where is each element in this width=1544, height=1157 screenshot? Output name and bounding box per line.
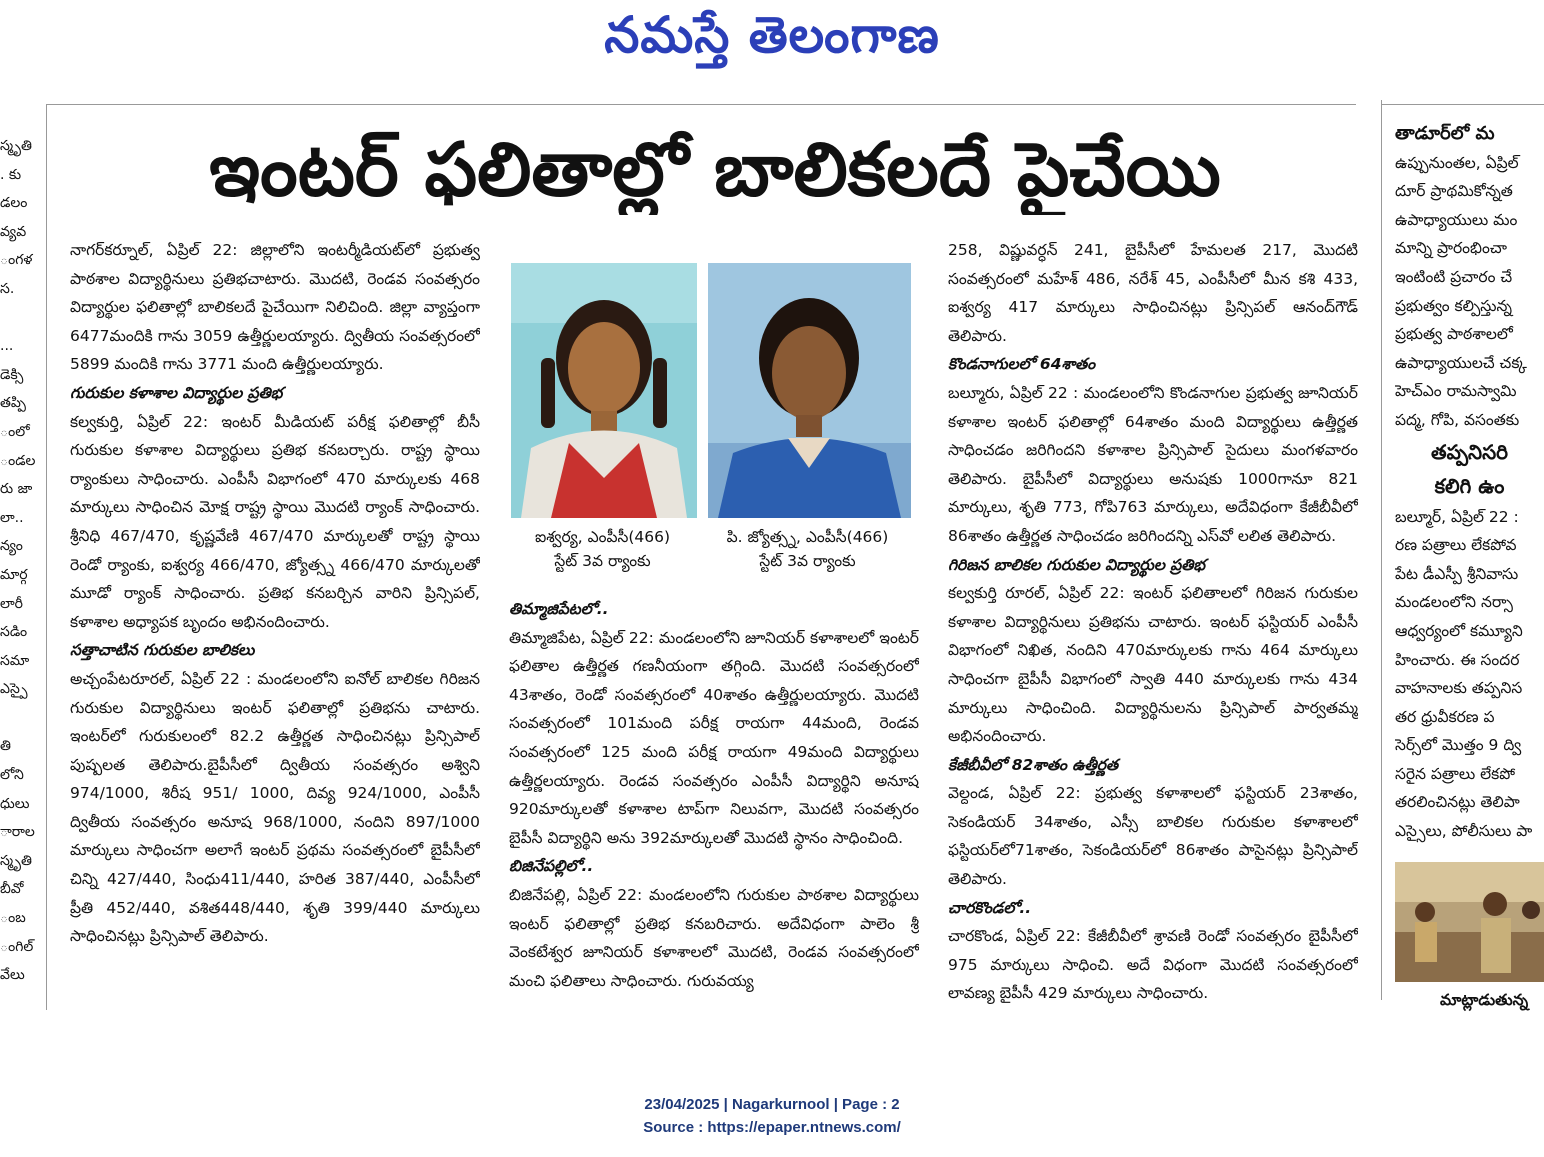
paragraph-continued: 258, విష్ణువర్ధన్ 241, బైపీసీలో హేమలత 217, మొదటి సంవత్సరంలో మహేశ్ 486, నరేశ్ 45, ఎంపీసీలో మీన కశి 433, ఐశ్వర్య 417 మార్కులు సాధించినట్లు ప్రిన్సిపల్ ఆనంద్‌గౌడ్ తెలిపారు. — [948, 241, 1358, 345]
left-edge-line: తప్పి — [0, 395, 26, 412]
left-edge-line — [0, 304, 46, 333]
subheading-kondanagula: కొండనాగులలో 64శాతం — [948, 355, 1096, 374]
left-edge-line: మార్గ — [0, 566, 28, 583]
subheading-gurukula-girls: సత్తాచాటిన గురుకుల బాలికలు — [70, 641, 255, 660]
right-edge-line: మాన్ని ప్రారంభించా — [1395, 239, 1507, 258]
right-edge-line: పేట డీఎస్పీ శ్రీనివాసు — [1395, 564, 1519, 583]
masthead-title: నమస్తే తెలంగాణ — [604, 6, 940, 64]
right-edge-line: పద్మ, గోపి, వసంతకు — [1395, 410, 1520, 429]
left-edge-line: లా.. — [0, 509, 24, 526]
left-edge-line: వ్యవ — [0, 223, 27, 240]
photo-police-speaking — [1395, 862, 1544, 982]
right-subheading-2b: కలిగి ఉం — [1434, 473, 1505, 498]
right-top-rule — [1381, 104, 1544, 105]
right-subheading-1: తాడూర్‌లో మ — [1395, 123, 1495, 144]
left-edge-line — [0, 704, 46, 733]
right-edge-line: ఉపాధ్యాయులు మం — [1395, 210, 1518, 229]
right-edge-line: మండలంలోని నర్సా — [1395, 593, 1513, 612]
left-edge-line: బీవో — [0, 881, 24, 898]
left-edge-line: ఎస్పై — [0, 681, 28, 698]
right-edge-line: హించారు. ఈ సందర — [1395, 650, 1520, 669]
right-edge-line: ఉపాధ్యాయులచే చక్క — [1395, 353, 1527, 372]
caption-aishwarya — [500, 525, 705, 573]
right-edge-line: సరైన పత్రాలు లేకపో — [1395, 764, 1515, 783]
left-edge-line: ... — [0, 338, 14, 355]
caption-jyothsna-line1: పి. జ్యోత్స్న, ఎంపీసీ(466) — [726, 528, 889, 546]
right-edge-column — [1395, 120, 1544, 860]
left-edge-line: తి — [0, 738, 11, 755]
paragraph-achampet: అచ్చంపేటరూరల్, ఏప్రిల్ 22 : మండలంలోని ఐనోల్ బాలికల గిరిజన గురుకుల విద్యార్థినులు ఇంటర్ ఫలితాల్లో ప్రతిభను చాటారు. ఇంటర్‌లో గురుకులంలో 82.2 ఉత్తీర్ణత సాధించినట్లు ప్రిన్సిపాల్ పుష్పలత తెలిపారు.బైపీసీలో ద్వితీయ సంవత్సరం అశ్విని 974/1000, శిరీష 951/ 1000, దివ్య 924/1000, ఎంపీసీ ద్వితీయ సంవత్సరం అనూష 968/1000, నందిని 897/1000 మార్కులు సాధించగా అలాగే ఇంటర్ ప్రథమ సంవత్సరంలో బైపీసీలో చిన్ని 427/440, సింధు411/440, హరిత 387/440, ఎంపీసీలో ప్రీతి 452/440, వశిత448/440, శృతి 399/440 మార్కులు సాధించినట్లు ప్రిన్సిపాల్ తెలిపారు. — [70, 669, 480, 946]
left-edge-line: ారాల — [0, 824, 35, 841]
right-edge-line: ఎస్సైలు, పోలీసులు పా — [1395, 822, 1533, 841]
paragraph-charakonda: చారకొండ, ఏప్రిల్ 22: కేజీబీవీలో శ్రావణి రెండో సంవత్సరం బైపీసీలో 975 మార్కులు సాధించి. అదే విధంగా మొదటి సంవత్సరంలో లావణ్య బైపీసీ 429 మార్కులు సాధించారు. — [948, 927, 1358, 1003]
right-subheading-2a: తప్పనిసరి — [1431, 439, 1508, 464]
article-intro: నాగర్‌కర్నూల్, ఏప్రిల్ 22: జిల్లాలోని ఇంటర్మీడియట్‌లో ప్రభుత్వ పాఠశాల విద్యార్థినులు ప్రతిభచాటారు. మొదటి, రెండవ సంవత్సరం విద్యార్థుల ఫలితాల్లో బాలికలదే పైచేయిగా నిలిచింది. జిల్లా వ్యాప్తంగా 6477మందికి గాను 3059 ఉత్తీర్ణులయ్యారు. ద్వితీయ సంవత్సరంలో 5899 మందికి గాను 3771 మంది ఉత్తీర్ణులయ్యారు. — [70, 241, 480, 374]
paragraph-thimmajipet: తిమ్మాజిపేట, ఏప్రిల్ 22: మండలంలోని జూనియర్ కళాశాలలో ఇంటర్ ఫలితాల ఉత్తీర్ణత గణనీయంగా తగ్గింది. మొదటి సంవత్సరంలో 43శాతం, రెండో సంవత్సరంలో 40శాతం ఉత్తీర్ణులయ్యారు. మొదటి సంవత్సరంలో 101మంది పరీక్ష రాయగా 44మంది, రెండవ సంవత్సరంలో 125 మంది పరీక్ష రాయగా 49మంది విద్యార్థులు ఉత్తీర్ణలయ్యారు. రెండవ సంవత్సరం ఎంపీసీ విద్యార్థిని అనూష 920మార్కులతో కళాశాల టాప్‌గా నిలువగా, మొదటి సంవత్సరం బైపీసీ విద్యార్థిని అను 392మార్కులతో మొదటి స్థానం సాధించింది. — [509, 628, 919, 847]
caption-jyothsna — [700, 525, 915, 573]
caption-jyothsna-line2: స్టేట్ 3వ ర్యాంకు — [759, 552, 856, 570]
subheading-gurukula: గురుకుల కళాశాల విద్యార్థుల ప్రతిభ — [70, 383, 283, 402]
left-edge-line: ండల — [0, 452, 36, 469]
right-edge-line: ప్రభుత్వ పాఠశాలలో — [1395, 325, 1513, 344]
right-edge-line: బల్మూర్, ఏప్రిల్ 22 : — [1395, 507, 1519, 526]
right-edge-line: రణ పత్రాలు లేకపోవ — [1395, 536, 1517, 555]
left-edge-line: ధులు — [0, 795, 30, 812]
left-edge-line: వేలు — [0, 967, 25, 984]
right-edge-line: ఆధ్వర్యంలో కమ్యూని — [1395, 621, 1523, 640]
headline: ఇంటర్ ఫలితాల్లో బాలికలదే పైచేయి — [209, 127, 1221, 213]
left-edge-line: సమా — [0, 652, 30, 669]
right-edge-line: వాహనాలకు తప్పనిస — [1395, 679, 1523, 698]
left-edge-line: ంబ — [0, 910, 26, 927]
photo-jyothsna — [708, 263, 911, 518]
subheading-kgbv: కేజీబీవీలో 82శాతం ఉత్తీర్ణత — [948, 755, 1119, 774]
left-edge-line: రు జా — [0, 481, 33, 498]
right-edge-line: తర ధ్రువీకరణ ప — [1395, 707, 1495, 726]
caption-aishwarya-line2: స్టేట్ 3వ ర్యాంకు — [554, 552, 651, 570]
subheading-thimmajipet: తిమ్మాజిపేటలో.. — [509, 600, 609, 618]
left-edge-line: డలం — [0, 195, 28, 212]
left-edge-line: లారీ — [0, 595, 23, 612]
right-edge-line: ఉప్పునుంతల, ఏప్రిల్ — [1395, 153, 1519, 172]
caption-aishwarya-line1: ఐశ్వర్య, ఎంపీసీ(466) — [534, 528, 671, 546]
article-column-1 — [70, 236, 480, 1026]
left-column-divider — [46, 104, 47, 1010]
top-rule — [46, 104, 1356, 105]
subheading-charakonda: చారకొండలో.. — [948, 898, 1032, 917]
left-edge-line: లోని — [0, 767, 24, 784]
paragraph-bijinepally: బిజినేపల్లి, ఏప్రిల్ 22: మండలంలోని గురుకుల పాఠశాల విద్యార్థులు ఇంటర్ ఫలితాల్లో ప్రతిభ కనబరిచారు. అదేవిధంగా పాలెం శ్రీ వెంకటేశ్వర జూనియర్ కళాశాలలో మొదటి, రెండవ సంవత్సరంలో మంచి ఫలితాలు సాధించారు. గురువయ్య — [509, 885, 919, 990]
left-edge-line: న్యం — [0, 538, 23, 555]
article-column-3 — [948, 236, 1358, 1026]
paragraph-veldanda: వెల్దండ, ఏప్రిల్ 22: ప్రభుత్వ కళాశాలలో ఫస్టియర్ 23శాతం, సెకండియర్ 34శాతం, ఎస్సీ బాలికల గురుకుల కళాశాలలో ఫస్టియర్‌లో71శాతం, సెకండియర్‌లో 86శాతం పాసైనట్లు ప్రిన్సిపాల్ తెలిపారు. — [948, 784, 1358, 889]
right-edge-line: ప్రభుత్వం కల్పిస్తున్న — [1395, 296, 1513, 315]
subheading-bijinepally: బిజినేపల్లిలో.. — [509, 857, 594, 876]
left-edge-line: స్మృతి — [0, 138, 32, 154]
right-photo-caption: మాట్లాడుతున్న — [1440, 991, 1529, 1009]
right-column-divider — [1381, 100, 1382, 1000]
left-edge-line: సడిం — [0, 624, 28, 641]
left-edge-line: . కు — [0, 166, 22, 183]
article-column-2 — [509, 595, 919, 1025]
paragraph-kalwakurthy: కల్వకుర్తి, ఏప్రిల్ 22: ఇంటర్ మీడియట్ పరీక్ష ఫలితాల్లో బీసీ గురుకుల కళాశాల విద్యార్థులు ప్రతిభ కనబర్చారు. రాష్ట్ర స్థాయి ర్యాంకులు సాధించారు. ఎంపీసీ విభాగంలో 470 మార్కులకు 468 మార్కులు సాధించిన మోక్ష రాష్ట్ర స్థాయి మొదటి ర్యాంక్ సాధించారు. శ్రీనిధి 467/470, కృష్ణవేణి 467/470 మార్కులతో రాష్ట్ర స్థాయి రెండో ర్యాంకు, ఐశ్వర్య 466/470, జ్యోత్స్న 466/470 మార్కులతో మూడో ర్యాంక్ సాధించారు. ప్రతిభ కనబర్చిన వారిని ప్రిన్సిపల్, కళాశాల అధ్యాపక బృందం అభినందించారు. — [70, 412, 480, 631]
left-edge-line: స. — [0, 280, 15, 297]
photo-aishwarya — [511, 263, 697, 518]
left-edge-line: డెక్సి — [0, 366, 24, 383]
subheading-girijana: గిరిజన బాలికల గురుకుల విద్యార్థుల ప్రతిభ — [948, 555, 1206, 574]
left-edge-line: ంగిల్ — [0, 938, 34, 955]
right-edge-line: తరలించినట్లు తెలిపా — [1395, 793, 1520, 812]
right-edge-line: హెచ్‌ఎం రామస్వామి — [1395, 382, 1517, 401]
paragraph-kalwakurthy-rural: కల్వకుర్తి రూరల్, ఏప్రిల్ 22: ఇంటర్ ఫలితాలలో గిరిజన గురుకుల కళాశాల విద్యార్థినులు ప్రతిభను చాటారు. ఇంటర్ ఫస్టియర్ ఎంపీసీ విభాగంలో నిఖిత, నందిని 470మార్కులకు గాను 464 మార్కులు సాధించగా బైపీసీ విభాగంలో స్వాతి 440 మార్కులకు గాను 434 మార్కులు సాధించింది. విద్యార్థినులను ప్రిన్సిపాల్ పార్వతమ్మ అభినందించారు. — [948, 584, 1358, 746]
left-edge-line: ంగళ — [0, 252, 33, 269]
left-edge-line: స్మృతి — [0, 852, 32, 869]
right-edge-line: సెర్స్‌లో మొత్తం 9 ద్వి — [1395, 736, 1522, 755]
paragraph-balmoor: బల్మూరు, ఏప్రిల్ 22 : మండలంలోని కొండనాగుల ప్రభుత్వ జూనియర్ కళాశాల ఇంటర్ ఫలితాల్లో 64శాతం మంది విద్యార్థులు ఉత్తీర్ణత సాధించడం జరిగిందని కళాశాల ప్రిన్సిపాల్ సైదులు మంగళవారం తెలిపారు. బైపీసీలో విద్యార్థులు అనుషకు 1000గానూ 821 మార్కులు, శృతి 773, గోపి763 మార్కులు, అదేవిధంగా కేజీబీవీలో 86శాతం ఉత్తీర్ణత సాధించడం జరిగిందన్ని ఎస్‌వో లలిత తెలిపారు. — [948, 383, 1358, 545]
left-edge-column — [0, 132, 46, 1012]
right-edge-line: దూర్ ప్రాథమికోన్నత — [1395, 182, 1513, 201]
right-edge-line: ఇంటింటి ప్రచారం చే — [1395, 267, 1513, 286]
left-edge-line: ంలో — [0, 423, 30, 440]
footer-source: Source : https://epaper.ntnews.com/ — [643, 1119, 901, 1136]
footer-date-page: 23/04/2025 | Nagarkurnool | Page : 2 — [644, 1096, 900, 1113]
